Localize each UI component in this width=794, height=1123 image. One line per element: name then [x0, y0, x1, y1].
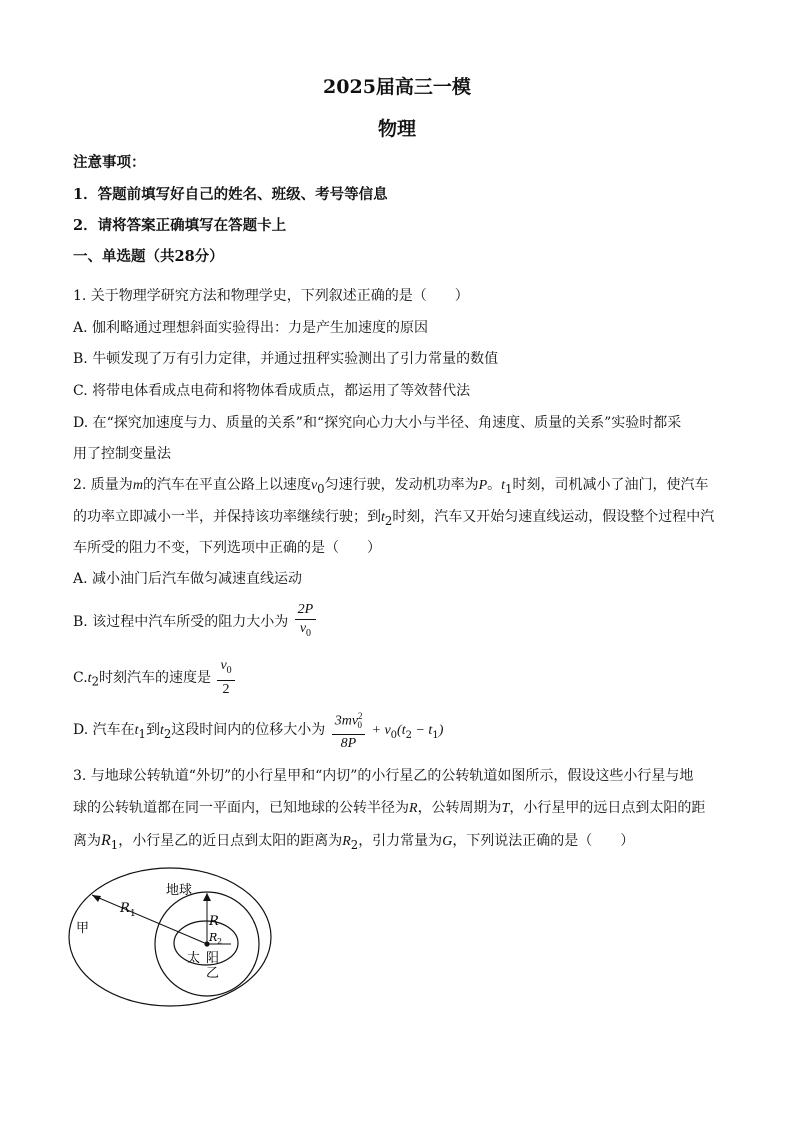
label-r2: R: [209, 931, 218, 944]
q1-stem: 1. 关于物理学研究方法和物理学史，下列叙述正确的是（ ）: [73, 288, 469, 304]
label-jia: 甲: [76, 921, 90, 936]
label-earth: 地球: [166, 883, 193, 898]
notes-item-2: 2．请将答案正确填写在答题卡上: [73, 217, 287, 234]
radius-r-arrow: [203, 893, 211, 901]
section-heading: 一、单选题（共28分）: [73, 248, 224, 265]
label-r1: R: [120, 901, 130, 916]
label-r: R: [209, 914, 219, 929]
label-sun-1: 太: [187, 951, 201, 966]
q3-stem-line1: 3. 与地球公转轨道“外切”的小行星甲和“内切”的小行星乙的公转轨道如图所示，假设这些小行星与地: [73, 768, 694, 784]
q2-option-c-fraction: $\frac{v_0}{2}$: [217, 657, 234, 699]
q2-stem-line2: 的功率立即减小一半，并保持该功率继续行驶；到$t_2$时刻，汽车又开始匀速直线运动，假设整个过程中汽: [73, 509, 715, 528]
notes-heading: 注意事项：: [73, 154, 146, 171]
q2-stem-line3: 车所受的阻力不变，下列选项中正确的是（ ）: [73, 540, 381, 556]
q2-option-c: $C.t_2$时刻汽车的速度是 $\frac{v_0}{2}$: [73, 657, 237, 699]
exam-subject: 物理: [377, 118, 416, 140]
q1-option-d-line1: D. 在“探究加速度与力、质量的关系”和“探究向心力大小与半径、角速度、质量的关系”实验时都采: [73, 415, 682, 431]
orbit-diagram: [66, 864, 276, 1014]
exam-title: 2025届高三一模: [323, 76, 471, 98]
label-r2-sub: 2: [217, 937, 223, 946]
q1-option-d-line2: 用了控制变量法: [73, 446, 171, 462]
label-r1-sub: 1: [130, 909, 136, 919]
q2-option-d-fraction: $\frac{3mv^2_0}{8P}$: [332, 707, 365, 753]
label-sun-2: 阳: [206, 951, 220, 966]
q2-stem-line1: 2. 质量为m的汽车在平直公路上以速度$v_0$匀速行驶，发动机功率为P。$t_1$时刻，司机减小了油门，使汽车: [73, 477, 709, 496]
q1-option-a: A. 伽利略通过理想斜面实验得出：力是产生加速度的原因: [73, 320, 429, 336]
label-yi: 乙: [206, 966, 220, 981]
q3-stem-line2: 球的公转轨道都在同一平面内，已知地球的公转半径为R，公转周期为T，小行星甲的远日点到太阳的距: [73, 800, 706, 816]
q2-option-d: D. 汽车在$t_1$到$t_2$这段时间内的位移大小为 $\frac{3mv^2_0}{8P}$ + $v_0(t_2 - t_1)$: [73, 707, 443, 753]
q2-option-b: B. 该过程中汽车所受的阻力大小为 $\frac{2P}{v_0}$: [73, 601, 318, 643]
radius-r1-arrow: [92, 895, 101, 902]
radius-r1-line: [92, 895, 207, 944]
q2-option-a: A. 减小油门后汽车做匀减速直线运动: [73, 571, 303, 587]
q1-option-b: B. 牛顿发现了万有引力定律，并通过扭秤实验测出了引力常量的数值: [73, 351, 499, 367]
q3-stem-line3: 离为$R_1$，小行星乙的近日点到太阳的距离为$R_2$，引力常量为G，下列说法正确的是（ ）: [73, 832, 635, 852]
q1-option-c: C. 将带电体看成点电荷和将物体看成质点，都运用了等效替代法: [73, 383, 471, 399]
q2-option-b-fraction: $\frac{2P}{v_0}$: [295, 601, 317, 643]
notes-item-1: 1．答题前填写好自己的姓名、班级、考号等信息: [73, 186, 388, 203]
